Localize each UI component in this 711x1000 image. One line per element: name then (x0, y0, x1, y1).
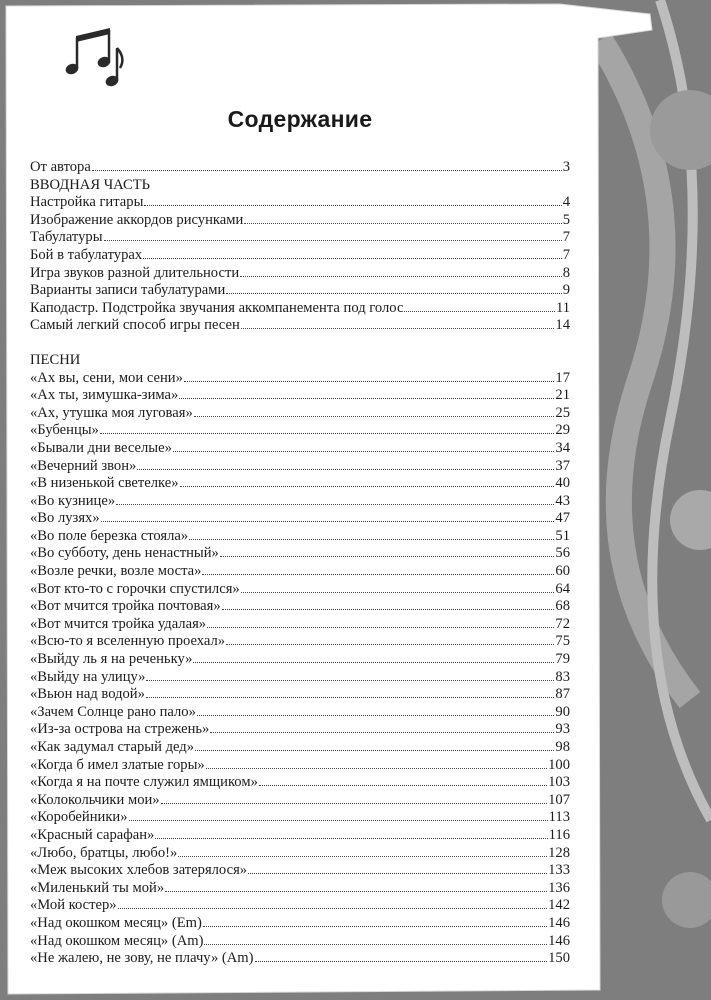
dot-leader (207, 626, 554, 628)
toc-entry[interactable] (30, 598, 570, 616)
toc-entry[interactable] (30, 686, 570, 704)
dot-leader (184, 380, 555, 382)
toc-entry-page-number: 79 (555, 651, 570, 668)
toc-entry-page-number: 83 (555, 668, 570, 685)
dot-leader (155, 837, 547, 839)
toc-entry[interactable] (30, 317, 570, 335)
toc-entry-label: «Всю-то я вселенную проехал» (30, 633, 226, 650)
intro-list (30, 159, 570, 177)
toc-entry-page-number: 9 (562, 282, 570, 299)
dot-leader (255, 960, 548, 962)
dot-leader (210, 731, 554, 733)
dot-leader (206, 767, 547, 769)
dot-leader (146, 679, 554, 681)
section-gap (30, 335, 570, 352)
section-heading-intro: ВВОДНАЯ ЧАСТЬ (30, 176, 151, 193)
toc-entry-label: От автора (30, 159, 91, 175)
dot-leader (100, 432, 555, 434)
toc-entry[interactable] (30, 669, 570, 687)
toc-entry[interactable] (30, 809, 570, 827)
toc-entry[interactable] (30, 212, 570, 230)
toc-entry-page-number: 21 (555, 387, 570, 404)
toc-entry-label: «Не жалею, не зову, не плачу» (Am) (30, 950, 254, 967)
dot-leader (226, 292, 561, 294)
toc-entry[interactable] (30, 827, 570, 845)
toc-entry[interactable] (30, 422, 570, 440)
toc-entry[interactable] (30, 845, 570, 863)
toc-entry-page-number: 29 (555, 422, 570, 439)
toc-entry-page-number: 128 (548, 844, 570, 861)
dot-leader (248, 872, 547, 874)
dot-leader (204, 943, 547, 945)
toc-entry-page-number: 7 (562, 246, 570, 263)
toc-entry[interactable] (30, 370, 570, 388)
toc-entry-page-number: 100 (548, 756, 570, 773)
toc-entry-label: Изображение аккордов рисунками (30, 211, 244, 228)
page-title: Содержание (227, 106, 373, 132)
toc-entry-label: «В низенькой светелке» (30, 475, 179, 492)
toc-entry-label: Бой в табулатурах (30, 246, 143, 263)
toc-entry-page-number: 98 (555, 739, 570, 755)
toc-entry-label: «Во субботу, день ненастный» (30, 545, 219, 562)
intro-section-list (30, 194, 570, 335)
toc-entry-page-number: 93 (555, 721, 570, 738)
toc-entry-page-number: 7 (562, 229, 570, 246)
toc-entry-page-number: 107 (548, 791, 570, 808)
dot-leader (165, 890, 547, 892)
dot-leader (178, 855, 547, 857)
toc-entry[interactable] (30, 739, 570, 757)
toc-entry-label: «Выйду на улицу» (30, 668, 146, 685)
toc-entry[interactable] (30, 774, 570, 792)
dot-leader (92, 169, 562, 171)
toc-entry-page-number: 133 (548, 862, 570, 879)
toc-entry-label: «Выйду ль я на реченьку» (30, 651, 193, 668)
toc-entry-label: «Как задумал старый дед» (30, 739, 195, 755)
toc-entry-label: «Ах ты, зимушка-зима» (30, 387, 179, 404)
toc-entry-label: Настройка гитары (30, 194, 144, 211)
toc-entry-label: «Коробейники» (30, 809, 128, 826)
dot-leader (189, 538, 554, 540)
toc-entry[interactable] (30, 458, 570, 476)
dot-leader (195, 749, 554, 751)
toc-entry-label: «Вот кто-то с горочки спустился» (30, 580, 240, 597)
toc-entry-label: «Вот мчится тройка удалая» (30, 615, 207, 632)
toc-entry-label: «Возле речки, возле моста» (30, 563, 202, 580)
dot-leader (220, 555, 555, 557)
toc-entry[interactable] (30, 282, 570, 300)
music-notes-icon (64, 20, 124, 90)
toc-entry-page-number: 14 (555, 317, 570, 334)
toc-entry-label: «Меж высоких хлебов затерялося» (30, 862, 248, 879)
toc-entry-page-number: 4 (562, 194, 570, 211)
toc-entry[interactable] (30, 528, 570, 546)
toc-entry-page-number: 103 (548, 774, 570, 791)
toc-entry-page-number: 25 (555, 404, 570, 421)
toc-entry[interactable] (30, 915, 570, 933)
toc-entry-page-number: 113 (548, 809, 570, 826)
dot-leader (179, 397, 554, 399)
toc-entry[interactable] (30, 651, 570, 669)
dot-leader (180, 485, 555, 487)
toc-entry[interactable] (30, 581, 570, 599)
dot-leader (244, 222, 561, 224)
toc-entry-page-number: 150 (548, 950, 570, 967)
toc-entry-page-number: 3 (562, 159, 570, 175)
table-of-contents (30, 100, 570, 968)
toc-entry-label: «Над окошком месяц» (Em) (30, 914, 202, 931)
toc-entry-label: «Бывали дни веселые» (30, 439, 172, 456)
toc-entry-label: «Во кузнице» (30, 492, 116, 509)
toc-entry-page-number: 56 (555, 545, 570, 562)
toc-entry-page-number: 60 (555, 563, 570, 580)
toc-entry-page-number: 75 (555, 633, 570, 650)
dot-leader (194, 415, 555, 417)
toc-entry[interactable] (30, 493, 570, 511)
toc-entry-label: «Из-за острова на стрежень» (30, 721, 210, 738)
dot-leader (241, 591, 555, 593)
dot-leader (203, 925, 547, 927)
toc-entry[interactable] (30, 950, 570, 968)
toc-entry[interactable] (30, 265, 570, 283)
dot-leader (144, 204, 561, 206)
toc-entry[interactable] (30, 862, 570, 880)
toc-entry-label: «Во поле березка стояла» (30, 527, 189, 544)
dot-leader (241, 327, 555, 329)
dot-leader (104, 239, 562, 241)
toc-entry-label: Табулатуры (30, 229, 103, 246)
toc-entry[interactable] (30, 300, 570, 318)
toc-entry[interactable] (30, 440, 570, 458)
toc-entry-label: «Над окошком месяц» (Am) (30, 932, 204, 949)
toc-entry[interactable] (30, 704, 570, 722)
toc-entry[interactable] (30, 757, 570, 775)
toc-entry[interactable] (30, 229, 570, 247)
toc-entry-page-number: 146 (548, 914, 570, 931)
toc-entry[interactable] (30, 510, 570, 528)
toc-entry-page-number: 47 (555, 510, 570, 527)
toc-entry[interactable] (30, 405, 570, 423)
toc-entry-page-number: 68 (555, 598, 570, 615)
toc-entry[interactable] (30, 387, 570, 405)
toc-entry[interactable] (30, 721, 570, 739)
toc-entry-page-number: 51 (555, 527, 570, 544)
toc-entry-page-number: 43 (555, 492, 570, 509)
toc-entry-page-number: 37 (555, 457, 570, 474)
toc-entry-label: Игра звуков разной длительности (30, 264, 240, 281)
dot-leader (101, 520, 555, 522)
toc-entry[interactable] (30, 880, 570, 898)
songs-list (30, 370, 570, 968)
dot-leader (197, 714, 555, 716)
toc-entry-label: «Мой костер» (30, 897, 117, 914)
toc-entry-label: «Когда я на почте служил ямщиком» (30, 774, 258, 791)
toc-entry-label: «Миленький ты мой» (30, 879, 165, 896)
toc-entry[interactable] (30, 933, 570, 951)
toc-entry-label: «Колокольчики мои» (30, 791, 160, 808)
toc-entry-page-number: 40 (555, 475, 570, 492)
dot-leader (173, 450, 555, 452)
dot-leader (222, 608, 555, 610)
toc-entry-label: «Зачем Солнце рано пало» (30, 703, 196, 720)
toc-entry-page-number: 146 (548, 932, 570, 949)
toc-entry-label: «Любо, братцы, любо!» (30, 844, 178, 861)
dot-leader (202, 573, 554, 575)
toc-entry-label: «Вот мчится тройка почтовая» (30, 598, 221, 615)
toc-entry-label: «Когда б имел златые горы» (30, 756, 205, 773)
dot-leader (129, 819, 548, 821)
toc-entry[interactable] (30, 563, 570, 581)
toc-entry-page-number: 64 (555, 580, 570, 597)
dot-leader (240, 275, 562, 277)
dot-leader (226, 643, 554, 645)
toc-entry-label: «Ах вы, сени, мои сени» (30, 369, 183, 386)
toc-entry[interactable] (30, 475, 570, 493)
toc-entry[interactable] (30, 545, 570, 563)
toc-entry-label: «Вьюн над водой» (30, 686, 145, 703)
dot-leader (116, 503, 554, 505)
toc-entry-page-number: 5 (562, 211, 570, 228)
toc-entry[interactable] (30, 247, 570, 265)
toc-entry-label: «Во лузях» (30, 510, 100, 527)
toc-entry-page-number: 87 (555, 686, 570, 703)
dot-leader (404, 310, 555, 312)
toc-entry-label: «Бубенцы» (30, 422, 99, 439)
toc-entry[interactable] (30, 159, 570, 177)
toc-entry-page-number: 116 (548, 826, 570, 843)
dot-leader (118, 907, 548, 909)
toc-entry-label: «Красный сарафан» (30, 826, 155, 843)
dot-leader (137, 468, 554, 470)
dot-leader (161, 802, 548, 804)
toc-entry[interactable] (30, 792, 570, 810)
dot-leader (146, 696, 555, 698)
toc-entry-page-number: 17 (555, 369, 570, 386)
toc-entry-label: Самый легкий способ игры песен (30, 317, 240, 334)
toc-entry[interactable] (30, 897, 570, 915)
toc-entry-page-number: 34 (555, 439, 570, 456)
section-heading-songs: ПЕСНИ (30, 351, 81, 368)
toc-entry[interactable] (30, 633, 570, 651)
toc-entry-label: «Ах, утушка моя луговая» (30, 404, 193, 421)
toc-entry-label: Каподастр. Подстройка звучания аккомпанемента под голос (30, 299, 404, 316)
dot-leader (143, 257, 562, 259)
dot-leader (259, 784, 547, 786)
toc-entry-page-number: 142 (548, 897, 570, 914)
toc-entry[interactable] (30, 616, 570, 634)
toc-entry-page-number: 8 (562, 264, 570, 281)
dot-leader (193, 661, 554, 663)
toc-entry-page-number: 90 (555, 703, 570, 720)
toc-entry-page-number: 72 (555, 615, 570, 632)
toc-entry-page-number: 136 (548, 879, 570, 896)
toc-entry-page-number: 11 (555, 299, 570, 316)
toc-entry[interactable] (30, 194, 570, 212)
toc-entry-label: «Вечерний звон» (30, 457, 137, 474)
toc-entry-label: Варианты записи табулатурами (30, 282, 226, 299)
